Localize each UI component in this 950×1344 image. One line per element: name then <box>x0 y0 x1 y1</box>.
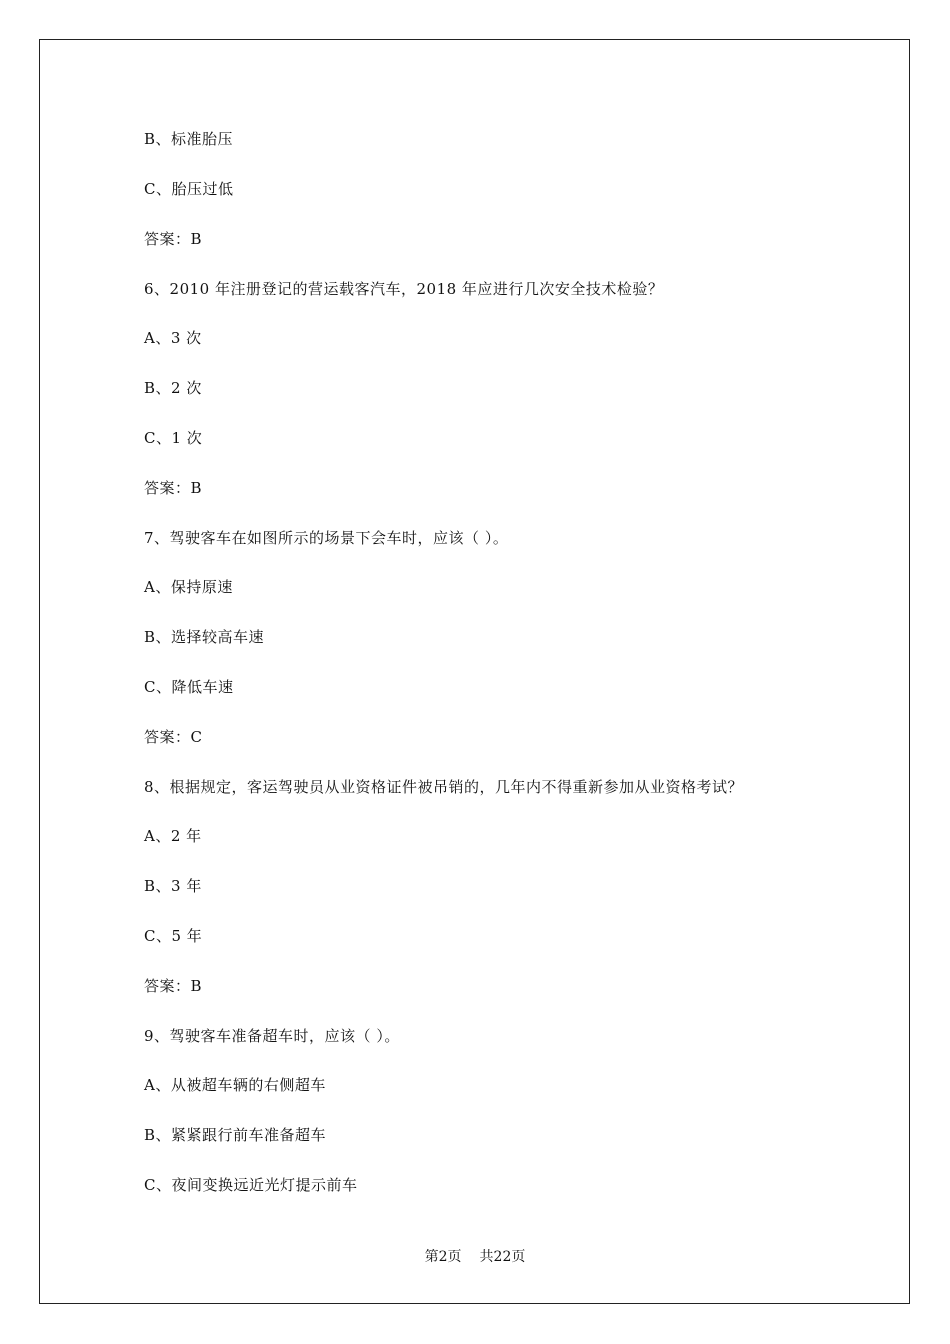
question-6: 6、2010 年注册登记的营运载客汽车，2018 年应进行几次安全技术检验？ <box>144 280 664 298</box>
question-8: 8、根据规定，客运驾驶员从业资格证件被吊销的，几年内不得重新参加从业资格考试？ <box>144 778 744 796</box>
option-b: B、选择较高车速 <box>144 628 265 646</box>
option-b: B、2 次 <box>144 379 202 397</box>
option-b: B、3 年 <box>144 877 202 895</box>
option-a: A、从被超车辆的右侧超车 <box>144 1076 326 1094</box>
option-c: C、1 次 <box>144 429 203 447</box>
page-number: 第2页 <box>424 1249 462 1265</box>
answer: 答案：C <box>144 728 203 746</box>
option-c: C、夜间变换远近光灯提示前车 <box>144 1176 358 1194</box>
option-c: C、降低车速 <box>144 678 234 696</box>
option-c: C、胎压过低 <box>144 180 234 198</box>
question-9: 9、驾驶客车准备超车时，应该（ ）。 <box>144 1027 400 1045</box>
page-footer <box>0 1248 950 1266</box>
option-a: A、2 年 <box>144 827 202 845</box>
option-a: A、3 次 <box>144 329 202 347</box>
answer: 答案：B <box>144 977 203 995</box>
answer: 答案：B <box>144 479 203 497</box>
answer: 答案：B <box>144 230 203 248</box>
option-c: C、5 年 <box>144 927 203 945</box>
page-total: 共22页 <box>479 1249 526 1265</box>
option-b: B、标准胎压 <box>144 130 234 148</box>
question-7: 7、驾驶客车在如图所示的场景下会车时，应该（ ）。 <box>144 529 509 547</box>
option-b: B、紧紧跟行前车准备超车 <box>144 1126 327 1144</box>
option-a: A、保持原速 <box>144 578 233 596</box>
